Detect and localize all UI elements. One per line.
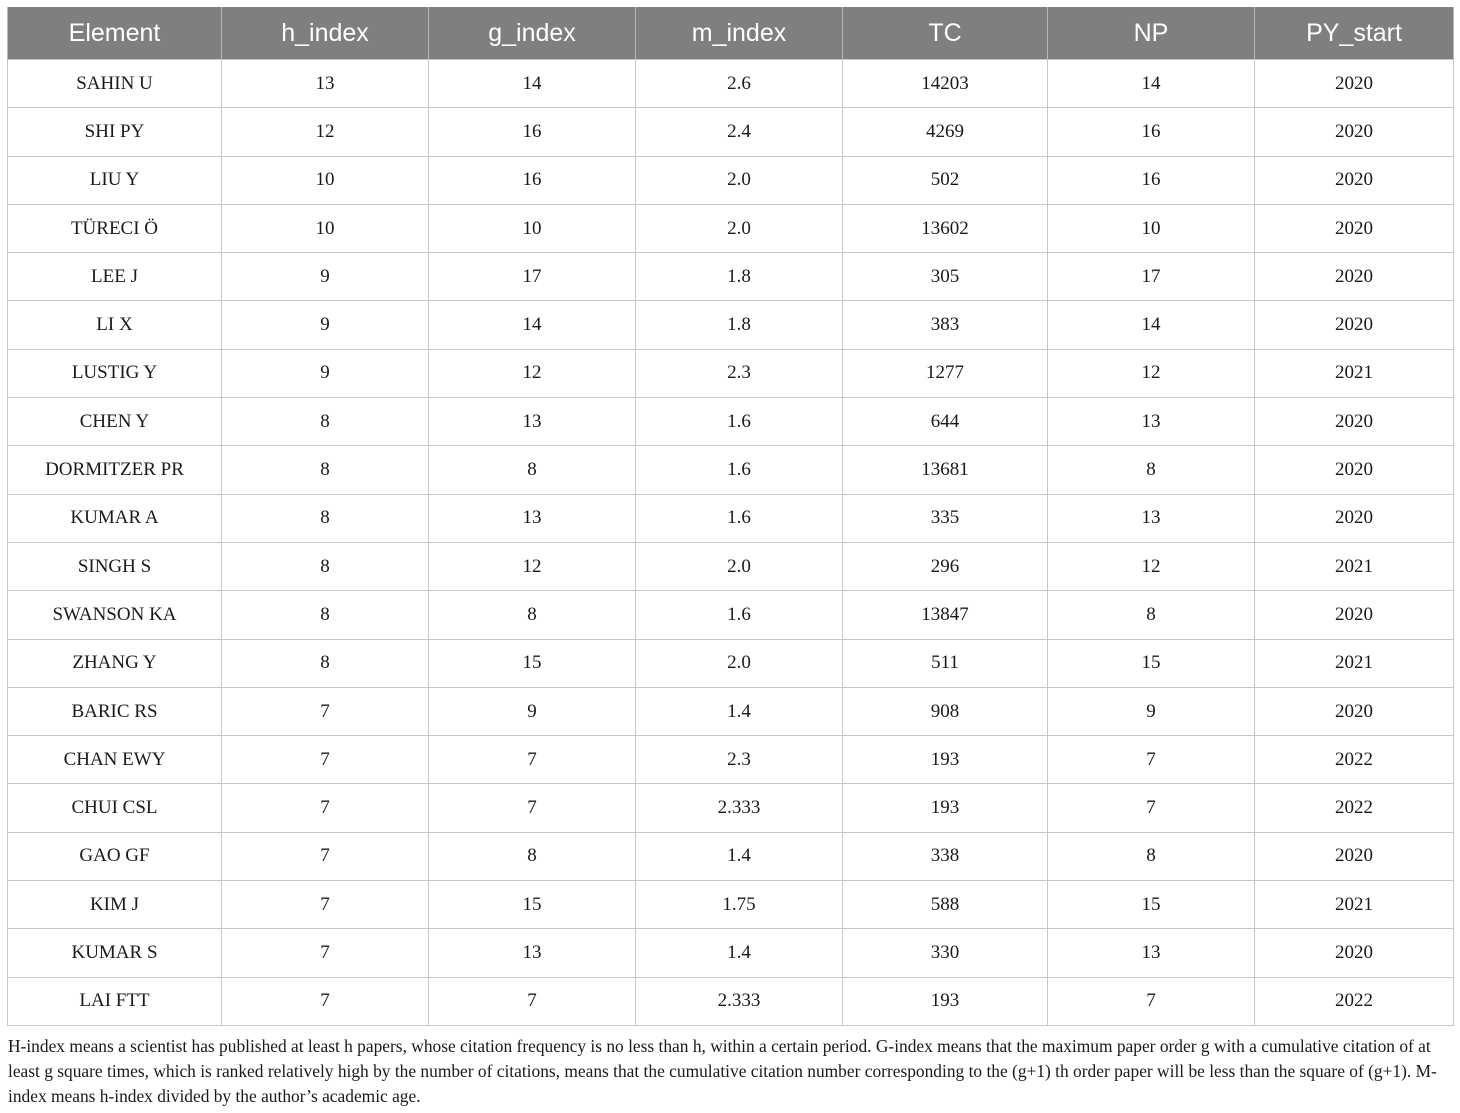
table-row <box>8 591 1454 639</box>
cell-tc: 1277 <box>843 349 1048 397</box>
table-row <box>8 929 1454 977</box>
cell-tc: 330 <box>843 929 1048 977</box>
cell-tc: 13602 <box>843 204 1048 252</box>
cell-h-index: 8 <box>222 639 429 687</box>
cell-g-index: 13 <box>429 494 636 542</box>
cell-h-index: 7 <box>222 977 429 1025</box>
cell-tc: 908 <box>843 687 1048 735</box>
cell-tc: 13681 <box>843 446 1048 494</box>
author-metrics-table-container <box>7 7 1453 1026</box>
cell-element: KUMAR S <box>8 929 222 977</box>
cell-m-index: 1.6 <box>636 591 843 639</box>
cell-np: 7 <box>1048 784 1255 832</box>
cell-tc: 502 <box>843 156 1048 204</box>
cell-h-index: 10 <box>222 156 429 204</box>
cell-py-start: 2020 <box>1255 591 1454 639</box>
cell-py-start: 2021 <box>1255 542 1454 590</box>
cell-g-index: 10 <box>429 204 636 252</box>
cell-h-index: 10 <box>222 204 429 252</box>
cell-np: 13 <box>1048 929 1255 977</box>
cell-g-index: 9 <box>429 687 636 735</box>
cell-tc: 511 <box>843 639 1048 687</box>
cell-m-index: 2.6 <box>636 60 843 108</box>
cell-py-start: 2020 <box>1255 494 1454 542</box>
table-row <box>8 446 1454 494</box>
column-header-h-index: h_index <box>222 7 429 60</box>
table-footnote: H-index means a scientist has published at least h papers, whose citation frequency is no less than h, within a certain period. G-index means that the maximum paper order g with a cumulative citation of at least g square times, which is ranked relatively high by the number of citations, means that the cumulative citation number corresponding to the (g+1) th order paper will be less than the square of (g+1). M-index means h-index divided by the author’s academic age. <box>8 1036 1437 1106</box>
cell-tc: 193 <box>843 736 1048 784</box>
table-body <box>8 60 1454 1026</box>
cell-tc: 383 <box>843 301 1048 349</box>
cell-element: CHUI CSL <box>8 784 222 832</box>
cell-h-index: 9 <box>222 349 429 397</box>
cell-h-index: 7 <box>222 736 429 784</box>
cell-element: LEE J <box>8 253 222 301</box>
cell-g-index: 8 <box>429 832 636 880</box>
table-row <box>8 542 1454 590</box>
cell-py-start: 2020 <box>1255 253 1454 301</box>
cell-m-index: 1.8 <box>636 301 843 349</box>
cell-m-index: 2.0 <box>636 156 843 204</box>
column-header-m-index: m_index <box>636 7 843 60</box>
cell-py-start: 2022 <box>1255 784 1454 832</box>
cell-py-start: 2020 <box>1255 929 1454 977</box>
table-row <box>8 832 1454 880</box>
cell-np: 7 <box>1048 977 1255 1025</box>
cell-h-index: 9 <box>222 253 429 301</box>
cell-np: 9 <box>1048 687 1255 735</box>
cell-element: SINGH S <box>8 542 222 590</box>
cell-np: 15 <box>1048 881 1255 929</box>
cell-element: LI X <box>8 301 222 349</box>
cell-g-index: 14 <box>429 60 636 108</box>
cell-py-start: 2020 <box>1255 156 1454 204</box>
header-row <box>8 7 1454 60</box>
column-header-g-index: g_index <box>429 7 636 60</box>
cell-m-index: 2.0 <box>636 204 843 252</box>
cell-np: 17 <box>1048 253 1255 301</box>
cell-np: 12 <box>1048 542 1255 590</box>
cell-np: 16 <box>1048 108 1255 156</box>
cell-element: TÜRECI Ö <box>8 204 222 252</box>
table-row <box>8 60 1454 108</box>
cell-tc: 335 <box>843 494 1048 542</box>
cell-tc: 14203 <box>843 60 1048 108</box>
cell-tc: 193 <box>843 784 1048 832</box>
cell-h-index: 13 <box>222 60 429 108</box>
cell-tc: 13847 <box>843 591 1048 639</box>
cell-element: CHAN EWY <box>8 736 222 784</box>
table-header <box>8 7 1454 60</box>
cell-g-index: 16 <box>429 156 636 204</box>
table-row <box>8 301 1454 349</box>
cell-element: SHI PY <box>8 108 222 156</box>
cell-h-index: 7 <box>222 784 429 832</box>
cell-g-index: 12 <box>429 542 636 590</box>
cell-element: KUMAR A <box>8 494 222 542</box>
cell-g-index: 15 <box>429 881 636 929</box>
cell-g-index: 7 <box>429 784 636 832</box>
cell-element: SAHIN U <box>8 60 222 108</box>
cell-element: CHEN Y <box>8 398 222 446</box>
cell-py-start: 2020 <box>1255 832 1454 880</box>
column-header-tc: TC <box>843 7 1048 60</box>
cell-element: LUSTIG Y <box>8 349 222 397</box>
table-row <box>8 398 1454 446</box>
cell-g-index: 12 <box>429 349 636 397</box>
cell-np: 7 <box>1048 736 1255 784</box>
cell-h-index: 12 <box>222 108 429 156</box>
column-header-py-start: PY_start <box>1255 7 1454 60</box>
cell-py-start: 2020 <box>1255 687 1454 735</box>
cell-py-start: 2020 <box>1255 301 1454 349</box>
table-row <box>8 108 1454 156</box>
cell-py-start: 2020 <box>1255 398 1454 446</box>
cell-py-start: 2020 <box>1255 204 1454 252</box>
cell-g-index: 7 <box>429 977 636 1025</box>
cell-m-index: 1.75 <box>636 881 843 929</box>
table-row <box>8 881 1454 929</box>
cell-py-start: 2020 <box>1255 108 1454 156</box>
cell-py-start: 2021 <box>1255 881 1454 929</box>
cell-element: ZHANG Y <box>8 639 222 687</box>
table-row <box>8 977 1454 1025</box>
cell-tc: 644 <box>843 398 1048 446</box>
cell-np: 14 <box>1048 60 1255 108</box>
cell-h-index: 7 <box>222 832 429 880</box>
cell-g-index: 15 <box>429 639 636 687</box>
cell-m-index: 2.3 <box>636 349 843 397</box>
cell-element: GAO GF <box>8 832 222 880</box>
table-row <box>8 494 1454 542</box>
cell-tc: 588 <box>843 881 1048 929</box>
cell-np: 16 <box>1048 156 1255 204</box>
cell-element: LAI FTT <box>8 977 222 1025</box>
column-header-np: NP <box>1048 7 1255 60</box>
cell-g-index: 8 <box>429 446 636 494</box>
cell-py-start: 2022 <box>1255 977 1454 1025</box>
cell-h-index: 8 <box>222 446 429 494</box>
column-header-element: Element <box>8 7 222 60</box>
cell-m-index: 1.6 <box>636 494 843 542</box>
cell-h-index: 7 <box>222 687 429 735</box>
cell-np: 12 <box>1048 349 1255 397</box>
cell-h-index: 7 <box>222 881 429 929</box>
cell-m-index: 1.6 <box>636 398 843 446</box>
cell-h-index: 8 <box>222 398 429 446</box>
cell-py-start: 2020 <box>1255 446 1454 494</box>
cell-py-start: 2022 <box>1255 736 1454 784</box>
cell-np: 14 <box>1048 301 1255 349</box>
cell-g-index: 13 <box>429 398 636 446</box>
cell-np: 8 <box>1048 446 1255 494</box>
cell-element: DORMITZER PR <box>8 446 222 494</box>
cell-tc: 4269 <box>843 108 1048 156</box>
table-row <box>8 204 1454 252</box>
cell-element: LIU Y <box>8 156 222 204</box>
cell-np: 8 <box>1048 591 1255 639</box>
cell-g-index: 8 <box>429 591 636 639</box>
cell-m-index: 2.0 <box>636 542 843 590</box>
table-row <box>8 349 1454 397</box>
cell-m-index: 2.0 <box>636 639 843 687</box>
table-row <box>8 736 1454 784</box>
cell-m-index: 2.333 <box>636 784 843 832</box>
author-metrics-table <box>7 7 1454 1026</box>
cell-py-start: 2021 <box>1255 639 1454 687</box>
cell-g-index: 16 <box>429 108 636 156</box>
cell-np: 13 <box>1048 494 1255 542</box>
cell-element: SWANSON KA <box>8 591 222 639</box>
cell-py-start: 2020 <box>1255 60 1454 108</box>
cell-m-index: 1.4 <box>636 832 843 880</box>
cell-h-index: 8 <box>222 591 429 639</box>
cell-element: KIM J <box>8 881 222 929</box>
cell-h-index: 9 <box>222 301 429 349</box>
cell-g-index: 7 <box>429 736 636 784</box>
cell-m-index: 2.3 <box>636 736 843 784</box>
cell-m-index: 1.4 <box>636 929 843 977</box>
cell-m-index: 1.6 <box>636 446 843 494</box>
cell-np: 13 <box>1048 398 1255 446</box>
table-row <box>8 253 1454 301</box>
cell-h-index: 8 <box>222 542 429 590</box>
cell-g-index: 17 <box>429 253 636 301</box>
cell-h-index: 8 <box>222 494 429 542</box>
cell-tc: 338 <box>843 832 1048 880</box>
cell-tc: 296 <box>843 542 1048 590</box>
cell-np: 10 <box>1048 204 1255 252</box>
table-row <box>8 639 1454 687</box>
table-row <box>8 156 1454 204</box>
cell-np: 15 <box>1048 639 1255 687</box>
cell-h-index: 7 <box>222 929 429 977</box>
cell-py-start: 2021 <box>1255 349 1454 397</box>
cell-m-index: 2.333 <box>636 977 843 1025</box>
cell-element: BARIC RS <box>8 687 222 735</box>
cell-m-index: 2.4 <box>636 108 843 156</box>
cell-g-index: 14 <box>429 301 636 349</box>
cell-tc: 193 <box>843 977 1048 1025</box>
cell-m-index: 1.4 <box>636 687 843 735</box>
cell-g-index: 13 <box>429 929 636 977</box>
cell-tc: 305 <box>843 253 1048 301</box>
table-row <box>8 687 1454 735</box>
table-row <box>8 784 1454 832</box>
cell-np: 8 <box>1048 832 1255 880</box>
cell-m-index: 1.8 <box>636 253 843 301</box>
